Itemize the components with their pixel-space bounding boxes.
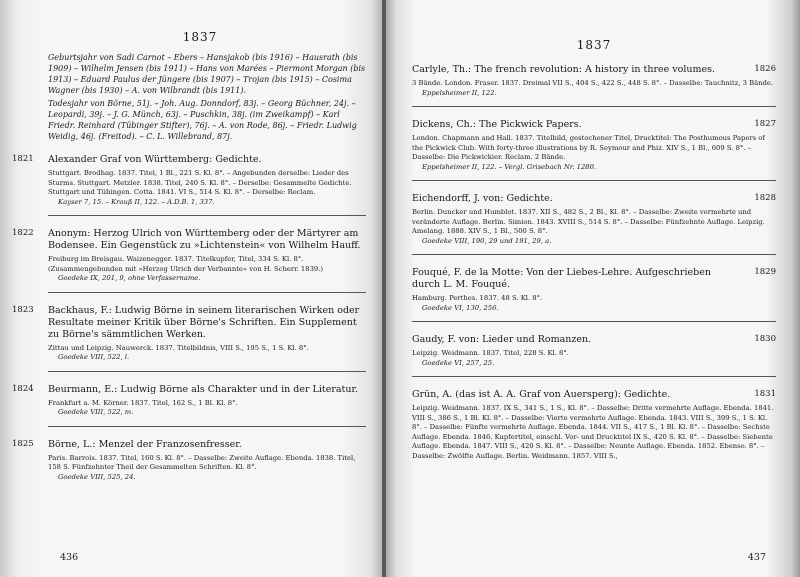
entry-reference: Goedeke VIII, 522, m.	[58, 408, 134, 416]
entry-divider	[48, 215, 366, 216]
entry-number: 1826	[754, 64, 776, 74]
page-number: 437	[747, 552, 766, 563]
catalog-entry	[412, 334, 776, 377]
entry-divider	[412, 106, 776, 107]
entry-reference: Goedeke IX, 201, 9, ohne Verfassername.	[58, 274, 201, 282]
right-page	[386, 0, 800, 577]
entry-reference: Eppelsheimer II, 122. – Vergl. Grisebach Nr. 1280.	[422, 162, 597, 171]
entry-description: Stuttgart. Brodhag. 1837. Titel, 1 Bl., 221 S. Kl. 8°. – Angebunden derselbe: Lieder des Sturms. Stuttgart. Metzler. 1838. Titel, 240 S. Kl. 8°. – Derselbe: Gesammelte Gedichte. Stuttgart und Tübingen. Cotta. 1841. VI S., 514 S. Kl. 8°. – Derselbe: Reclam.	[48, 169, 352, 196]
entry-description: Paris. Barrois. 1837. Titel, 160 S. Kl. 8°. – Dasselbe: Zweite Auflage. Ebenda. 1838. Titel, 158 S. Fünfzehnter Theil der Gesammelten Schriften. Kl. 8°.	[48, 453, 356, 471]
entry-description: Leipzig. Weidmann. 1837. Titel, 228 S. Kl. 8°.	[412, 349, 569, 357]
entry-divider	[48, 426, 366, 427]
entry-number: 1831	[754, 389, 776, 399]
catalog-entry	[412, 64, 776, 107]
catalog-entry	[412, 389, 776, 461]
entry-heading: Eichendorff, J. von: Gedichte.	[412, 193, 553, 204]
entry-heading: Grün, A. (das ist A. A. Graf von Auersperg): Gedichte.	[412, 389, 671, 400]
birth-years-paragraph: Geburtsjahr von Sadi Carnot – Ebers – Hansjakob (bis 1916) – Hausrath (bis 1909) – Wilhelm Jensen (bis 1911) – Hans von Marées – Piermont Morgan (bis 1913) – Eduard Paulus der Jüngere (bis 1907) – Trojan (bis 1915) – Cosima Wagner (bis 1930) – A. von Wilbrandt (bis 1911).	[48, 53, 366, 95]
catalog-entry	[412, 119, 776, 181]
catalog-entry	[12, 154, 366, 216]
entry-number: 1827	[754, 119, 776, 129]
entry-reference: Goedeke VIII, 525, 24.	[58, 472, 136, 481]
entry-heading: Börne, L.: Menzel der Franzosenfresser.	[48, 438, 242, 450]
entry-number: 1829	[754, 267, 776, 277]
entry-divider	[412, 254, 776, 255]
entry-number: 1821	[12, 154, 34, 164]
entry-heading: Dickens, Ch.: The Pickwick Papers.	[412, 119, 582, 130]
death-years-paragraph: Todesjahr von Börne, 51j. – Joh. Aug. Donndorf, 83j. – Georg Büchner, 24j. – Leopardi, 39j. – J. G. Münch, 63j. – Puschkin, 38j. (im Zweikampf) – Karl Friedr. Reinhard (Tübinger Stifter), 76j. – A. von Rode, 86j. – Friedr. Ludwig Weidig, 46j. (Freitod). – C. L. Willebrand, 87j.	[48, 99, 357, 141]
entry-heading: Alexander Graf von Württemberg: Gedichte.	[48, 154, 262, 165]
left-page	[0, 0, 382, 577]
entry-description: London. Chapmann and Hall. 1837. Titelbild, gestochener Titel, Drucktitel: The Posthumous Papers of the Pickwick Club. With forty-three illustrations by R. Seymour and Phiz. XIV S., 1 Bl., 609 S. 8°. – Dasselbe: Die Pickwickier. Reclam. 2 Bände.	[412, 134, 765, 161]
entry-description: Freiburg im Breisgau. Waizenegger. 1837. Titelkupfer, Titel, 334 S. Kl. 8°. (Zusammengebunden mit »Herzog Ulrich der Verbannte« von H. Scherr. 1839.)	[48, 255, 324, 273]
entry-heading: Fouqué, F. de la Motte: Von der Liebes-Lehre. Aufgeschrieben durch L. M. Fouqué.	[412, 267, 711, 290]
catalog-entry	[12, 228, 366, 293]
entry-divider	[48, 292, 366, 293]
catalog-entry	[12, 438, 366, 483]
catalog-entry	[12, 304, 366, 372]
entry-reference: Goedeke VI, 257, 25.	[422, 358, 495, 367]
entry-reference: Goedeke VIII, 190, 29 und 191, 29, a.	[422, 236, 552, 245]
entry-number: 1822	[12, 228, 34, 238]
entry-description: 3 Bände. London. Fraser. 1837. Dreimal VII S., 404 S., 422 S., 448 S. 8°. – Dasselbe: Tauchnitz, 3 Bände.	[412, 79, 774, 87]
entry-heading: Beurmann, E.: Ludwig Börne als Charakter und in der Literatur.	[48, 383, 359, 395]
entry-number: 1823	[12, 304, 34, 315]
catalog-entry	[12, 383, 366, 427]
entry-description: Hamburg. Perthes. 1837. 48 S. Kl. 8°.	[412, 294, 543, 302]
entry-description: Leipzig. Weidmann. 1837. IX S., 341 S., 1 S., Kl. 8°. – Dasselbe: Dritte vermehrte Auflage. Ebenda. 1841. VIII S., 386 S., 1 Bl. Kl. 8°. – Dasselbe: Vierte vermehrte Auflage. Ebenda. 1843. VIII S., 399 S., 1 S. Kl. 8°. – Dasselbe: Fünfte vermehrte Auflage. Ebenda. 1844. VII S., 417 S., 1 Bl. Kl. 8°. – Dasselbe: Sechste Auflage. Ebenda. 1846. Kupfertitel, einschl. Vor- und Drucktitel IX S., 420 S. Kl. 8°. – Dasselbe: Siebente Auflage. Ebenda. 1847. VIII S., 420 S. Kl. 8°. – Dasselbe: Neunte Auflage. Ebenda. 1852. Ebenso. 8°. – Dasselbe: Zwölfte Auflage. Berlin. Weidmann. 1857. VIII S.,	[412, 404, 774, 460]
entry-heading: Backhaus, F.: Ludwig Börne in seinem literarischen Wirken oder Resultate meiner Kritik über Börne's Schriften. Ein Supplement zu Börne's sämmtlichen Werken.	[48, 304, 360, 340]
entry-description: Berlin. Duncker und Humblot. 1837. XII S., 482 S., 2 Bl., Kl. 8°. – Dasselbe: Zweite vermehrte und veränderte Auflage. Berlin. Simion. 1843. XVIII S., 514 S. 8°. – Dasselbe: Fünfzehnte Auflage. Leipzig. Amelang. 1888. XIV S., 1 Bl., 500 S. 8°.	[412, 208, 765, 235]
entry-divider	[412, 321, 776, 322]
catalog-entry	[412, 267, 776, 322]
entry-number: 1830	[754, 334, 776, 344]
entry-description: Frankfurt a. M. Körner. 1837. Titel, 162 S., 1 Bl. Kl. 8°.	[48, 398, 238, 407]
entry-number: 1824	[12, 383, 34, 394]
entry-reference: Goedeke VI, 130, 256.	[422, 303, 499, 312]
entry-reference: Goedeke VIII, 522, l.	[58, 353, 130, 361]
entry-reference: Eppelsheimer II, 122.	[422, 88, 497, 97]
entry-divider	[412, 180, 776, 181]
page-year: 1837	[182, 30, 218, 44]
catalog-entry	[412, 193, 776, 255]
entry-heading: Carlyle, Th.: The french revolution: A history in three volumes.	[412, 64, 716, 75]
entry-divider	[412, 376, 776, 377]
page-year: 1837	[576, 38, 612, 52]
entry-number: 1825	[12, 438, 34, 449]
page-number: 436	[60, 552, 79, 563]
entry-number: 1828	[754, 193, 776, 203]
entry-reference: Kayser 7, 15. – Krauß II, 122. – A.D.B. 1, 337.	[58, 197, 215, 206]
entry-description: Zittau und Leipzig. Nauwerck. 1837. Titelbildnis, VIII S., 195 S., 1 S. Kl. 8°.	[48, 343, 309, 352]
entry-divider	[48, 371, 366, 372]
entry-heading: Gaudy, F. von: Lieder und Romanzen.	[412, 334, 592, 345]
entry-heading: Anonym: Herzog Ulrich von Württemberg oder der Märtyrer am Bodensee. Ein Gegenstück zu »Lichtenstein« von Wilhelm Hauff.	[48, 228, 361, 251]
